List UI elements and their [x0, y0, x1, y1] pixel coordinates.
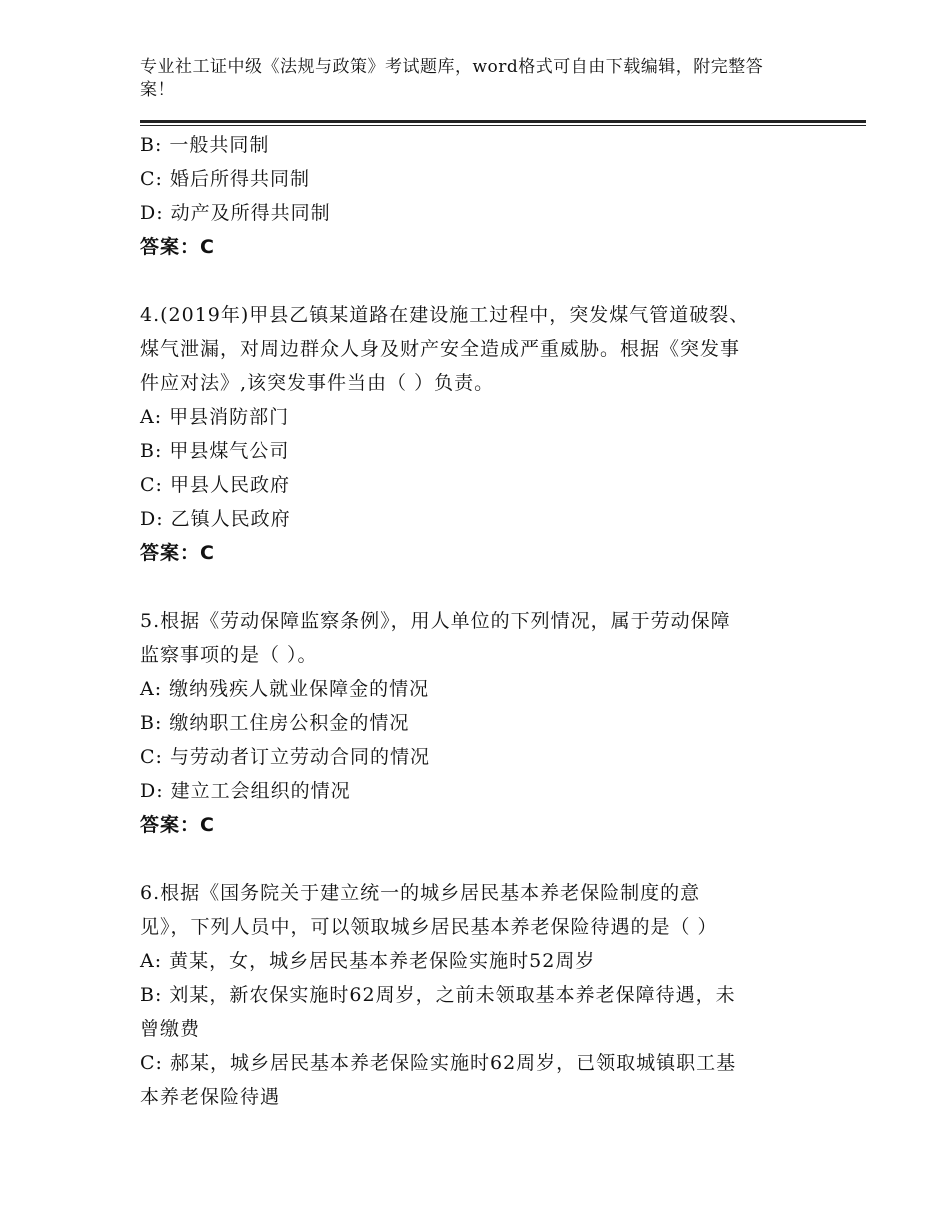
option-c: C: 婚后所得共同制 [140, 168, 310, 190]
option-b: B: 缴纳职工住房公积金的情况 [140, 712, 410, 734]
spacer [140, 264, 810, 298]
spacer [140, 570, 810, 604]
option-a: A: 缴纳残疾人就业保障金的情况 [140, 678, 430, 700]
option-d: D: 乙镇人民政府 [140, 508, 291, 530]
question-text: 件应对法》,该突发事件当由（ ）负责。 [140, 372, 495, 394]
option-c: C: 与劳动者订立劳动合同的情况 [140, 746, 430, 768]
question-5 [140, 604, 810, 842]
question-text: 6.根据《国务院关于建立统一的城乡居民基本养老保险制度的意 [140, 882, 701, 904]
header-line: 专业社工证中级《法规与政策》考试题库，word格式可自由下载编辑，附完整答 [140, 57, 764, 77]
option-c: C: 郝某，城乡居民基本养老保险实施时62周岁，已领取城镇职工基 [140, 1052, 737, 1074]
option-c: C: 甲县人民政府 [140, 474, 290, 496]
option-b: B: 甲县煤气公司 [140, 440, 290, 462]
header-line: 案！ [140, 80, 175, 100]
document-body [140, 128, 810, 1114]
question-text: 5.根据《劳动保障监察条例》，用人单位的下列情况，属于劳动保障 [140, 610, 731, 632]
option-b-continued: 曾缴费 [140, 1018, 201, 1040]
option-b: B: 一般共同制 [140, 134, 270, 156]
option-d: D: 建立工会组织的情况 [140, 780, 351, 802]
question-4 [140, 298, 810, 570]
option-a: A: 黄某，女，城乡居民基本养老保险实施时52周岁 [140, 950, 596, 972]
answer-line: 答案：C [140, 542, 215, 564]
option-a: A: 甲县消防部门 [140, 406, 290, 428]
question-text: 监察事项的是（ ）。 [140, 644, 318, 666]
question-text: 煤气泄漏，对周边群众人身及财产安全造成严重威胁。根据《突发事 [140, 338, 741, 360]
header-rule-thin [140, 125, 866, 126]
answer-line: 答案：C [140, 814, 215, 836]
option-d: D: 动产及所得共同制 [140, 202, 331, 224]
spacer [140, 842, 810, 876]
question-text: 4.(2019年)甲县乙镇某道路在建设施工过程中，突发煤气管道破裂、 [140, 304, 750, 326]
option-c-continued: 本养老保险待遇 [140, 1086, 281, 1108]
answer-line: 答案：C [140, 236, 215, 258]
question-6 [140, 876, 810, 1114]
question-text: 见》，下列人员中，可以领取城乡居民基本养老保险待遇的是（ ） [140, 916, 718, 938]
document-header [140, 56, 800, 102]
header-rule-thick [140, 120, 866, 123]
question-continuation [140, 128, 810, 264]
option-b: B: 刘某，新农保实施时62周岁，之前未领取基本养老保障待遇，未 [140, 984, 736, 1006]
